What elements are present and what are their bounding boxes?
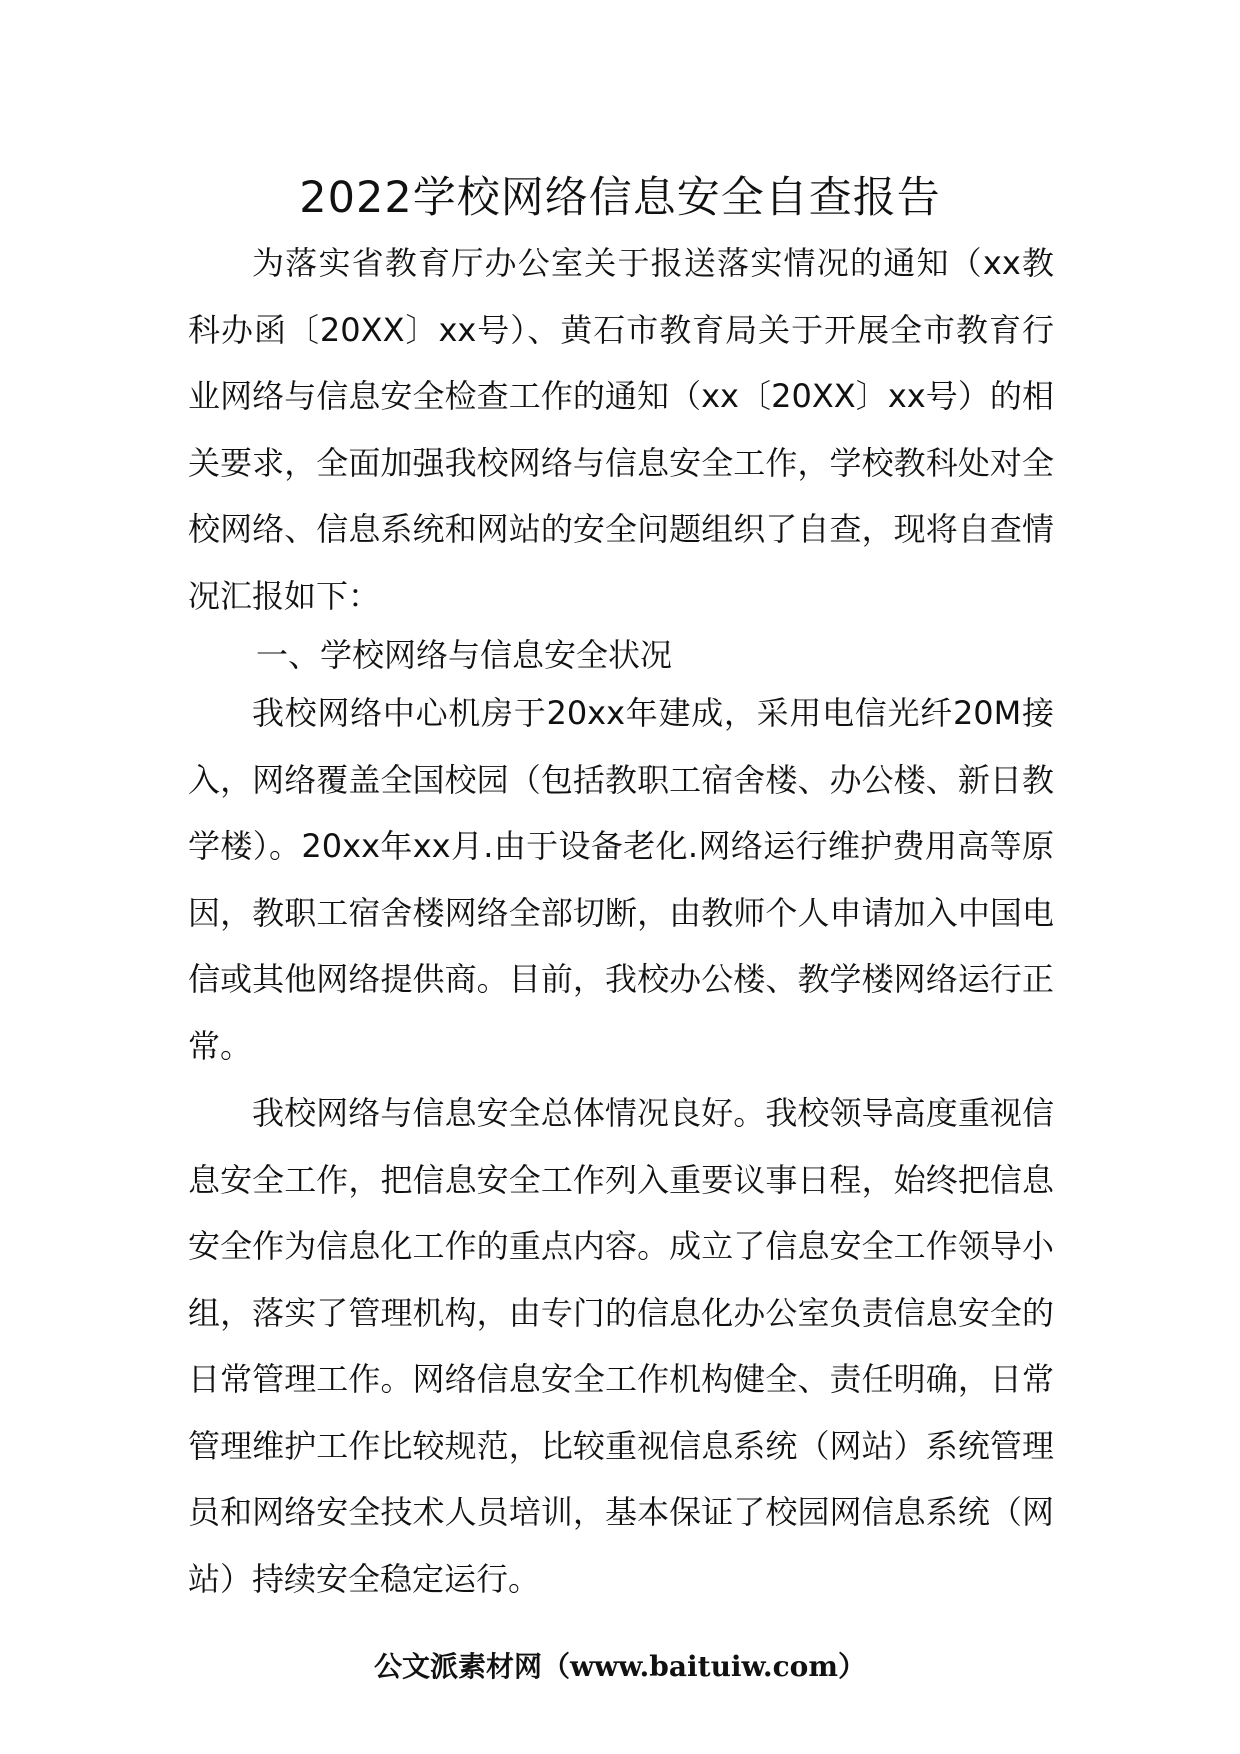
intro-paragraph: 为落实省教育厅办公室关于报送落实情况的通知（xx教科办函〔20XX〕xx号）、黄石市教育局关于开展全市教育行业网络与信息安全检查工作的通知（xx〔20XX〕xx号）的相关要求，全面加强我校网络与信息安全工作，学校教科处对全校网络、信息系统和网站的安全问题组织了自查，现将自查情况汇报如下： [188, 244, 1054, 615]
footer-watermark-text: 公文派素材网（www.baituiw.com） [374, 1650, 866, 1683]
section-heading: 一、学校网络与信息安全状况 [256, 636, 673, 674]
body-paragraph-network-center: 我校网络中心机房于20xx年建成，采用电信光纤20M接入，网络覆盖全国校园（包括教职工宿舍楼、办公楼、新日教学楼）。20xx年xx月.由于设备老化.网络运行维护费用高等原因，教职工宿舍楼网络全部切断，由教师个人申请加入中国电信或其他网络提供商。目前，我校办公楼、教学楼网络运行正常。 [188, 694, 1054, 1065]
document-title: 2022学校网络信息安全自查报告 [299, 173, 941, 223]
body-paragraph-security-status: 我校网络与信息安全总体情况良好。我校领导高度重视信息安全工作，把信息安全工作列入重要议事日程，始终把信息安全作为信息化工作的重点内容。成立了信息安全工作领导小组，落实了管理机构，由专门的信息化办公室负责信息安全的日常管理工作。网络信息安全工作机构健全、责任明确，日常管理维护工作比较规范，比较重视信息系统（网站）系统管理员和网络安全技术人员培训，基本保证了校园网信息系统（网站）持续安全稳定运行。 [188, 1094, 1054, 1598]
